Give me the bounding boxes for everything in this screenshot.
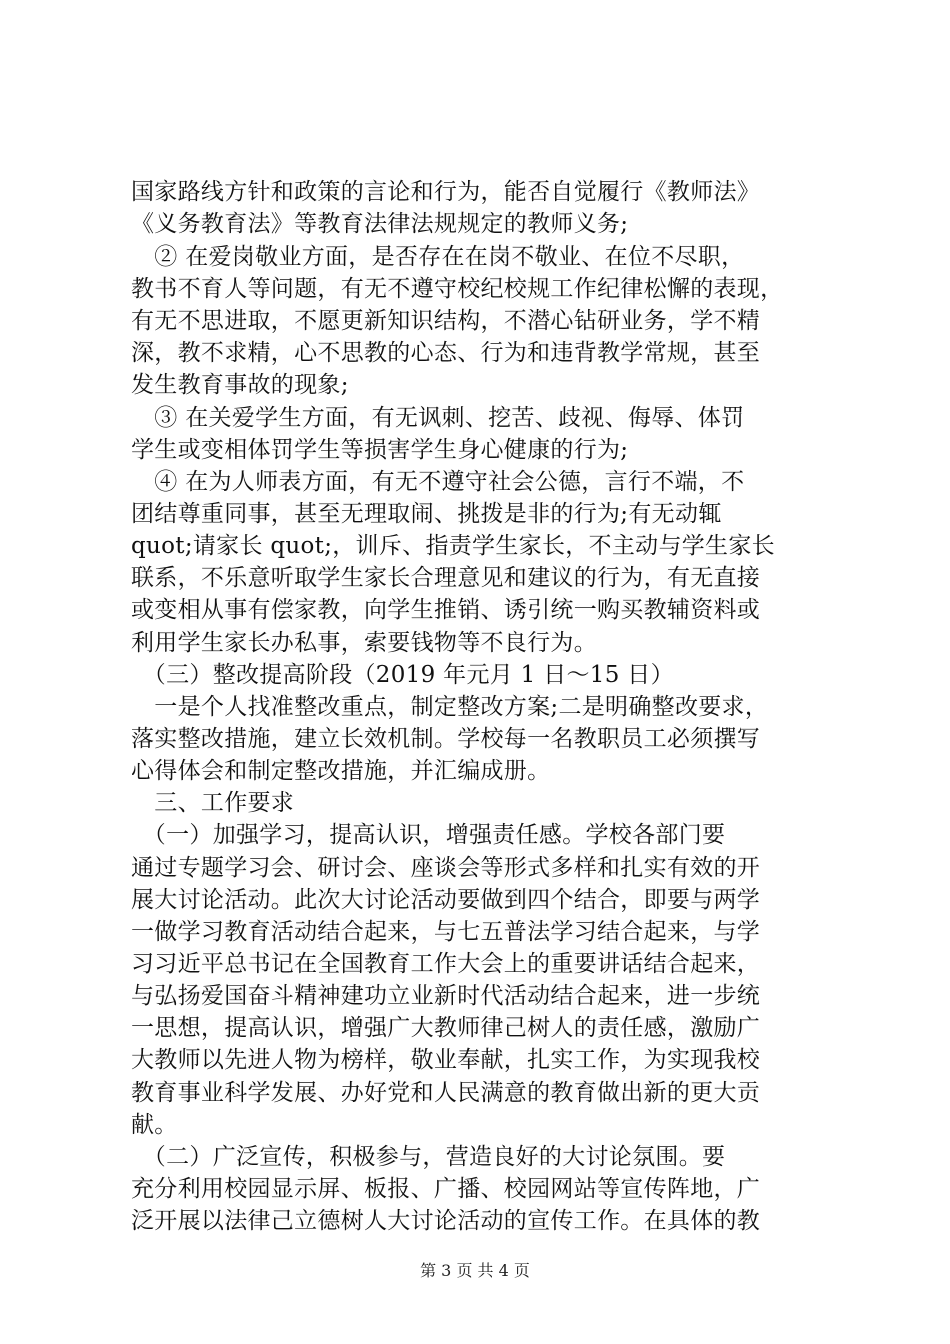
body-line: 一做学习教育活动结合起来，与七五普法学习结合起来，与学 [131, 919, 761, 945]
body-line: 联系，不乐意听取学生家长合理意见和建议的行为，有无直接 [131, 565, 761, 591]
body-line: 泛开展以法律己立德树人大讨论活动的宣传工作。在具体的教 [131, 1208, 761, 1234]
body-line: 落实整改措施，建立长效机制。学校每一名教职员工必须撰写 [131, 726, 761, 752]
body-line: 教育事业科学发展、办好党和人民满意的教育做出新的更大贡 [131, 1080, 761, 1106]
body-line: 教书不育人等问题，有无不遵守校纪校规工作纪律松懈的表现， [131, 276, 784, 302]
body-line: （二）广泛宣传，积极参与，营造良好的大讨论氛围。要 [131, 1144, 726, 1170]
body-line: 一思想，提高认识，增强广大教师律己树人的责任感，激励广 [131, 1015, 761, 1041]
body-line: 深，教不求精，心不思教的心态、行为和违背教学常规，甚至 [131, 340, 761, 366]
body-line: 与弘扬爱国奋斗精神建功立业新时代活动结合起来，进一步统 [131, 983, 761, 1009]
page-footer: 第 3 页 共 4 页 [420, 1261, 530, 1280]
body-line: ④ 在为人师表方面，有无不遵守社会公德，言行不端，不 [131, 469, 745, 495]
body-line: 一是个人找准整改重点，制定整改方案;二是明确整改要求， [131, 694, 769, 720]
body-line: 或变相从事有偿家教，向学生推销、诱引统一购买教辅资料或 [131, 597, 761, 623]
body-line: quot;请家长 quot;，训斥、指责学生家长，不主动与学生家长 [131, 533, 775, 559]
body-line: ② 在爱岗敬业方面，是否存在在岗不敬业、在位不尽职， [131, 244, 745, 270]
body-line: 习习近平总书记在全国教育工作大会上的重要讲话结合起来， [131, 951, 761, 977]
body-line: 大教师以先进人物为榜样，敬业奉献，扎实工作，为实现我校 [131, 1047, 761, 1073]
body-line: 心得体会和制定整改措施，并汇编成册。 [131, 758, 551, 784]
body-line: 通过专题学习会、研讨会、座谈会等形式多样和扎实有效的开 [131, 855, 761, 881]
section-heading: （三）整改提高阶段（2019 年元月 1 日～15 日） [131, 662, 674, 688]
body-line: 展大讨论活动。此次大讨论活动要做到四个结合，即要与两学 [131, 887, 761, 913]
body-line: ③ 在关爱学生方面，有无讽刺、挖苦、歧视、侮辱、体罚 [131, 405, 745, 431]
body-line: 发生教育事故的现象; [131, 372, 349, 398]
body-line: 献。 [131, 1112, 178, 1138]
body-line: 国家路线方针和政策的言论和行为，能否自觉履行《教师法》 [131, 179, 761, 205]
body-line: 团结尊重同事，甚至无理取闹、挑拨是非的行为;有无动辄 [131, 501, 722, 527]
body-line: 利用学生家长办私事，索要钱物等不良行为。 [131, 630, 597, 656]
section-heading: 三、工作要求 [131, 790, 295, 816]
body-line: （一）加强学习，提高认识，增强责任感。学校各部门要 [131, 822, 726, 848]
body-line: 《义务教育法》等教育法律法规规定的教师义务; [131, 211, 629, 237]
body-line: 有无不思进取，不愿更新知识结构，不潜心钻研业务，学不精 [131, 308, 761, 334]
body-line: 充分利用校园显示屏、板报、广播、校园网站等宣传阵地，广 [131, 1176, 761, 1202]
body-line: 学生或变相体罚学生等损害学生身心健康的行为; [131, 437, 629, 463]
